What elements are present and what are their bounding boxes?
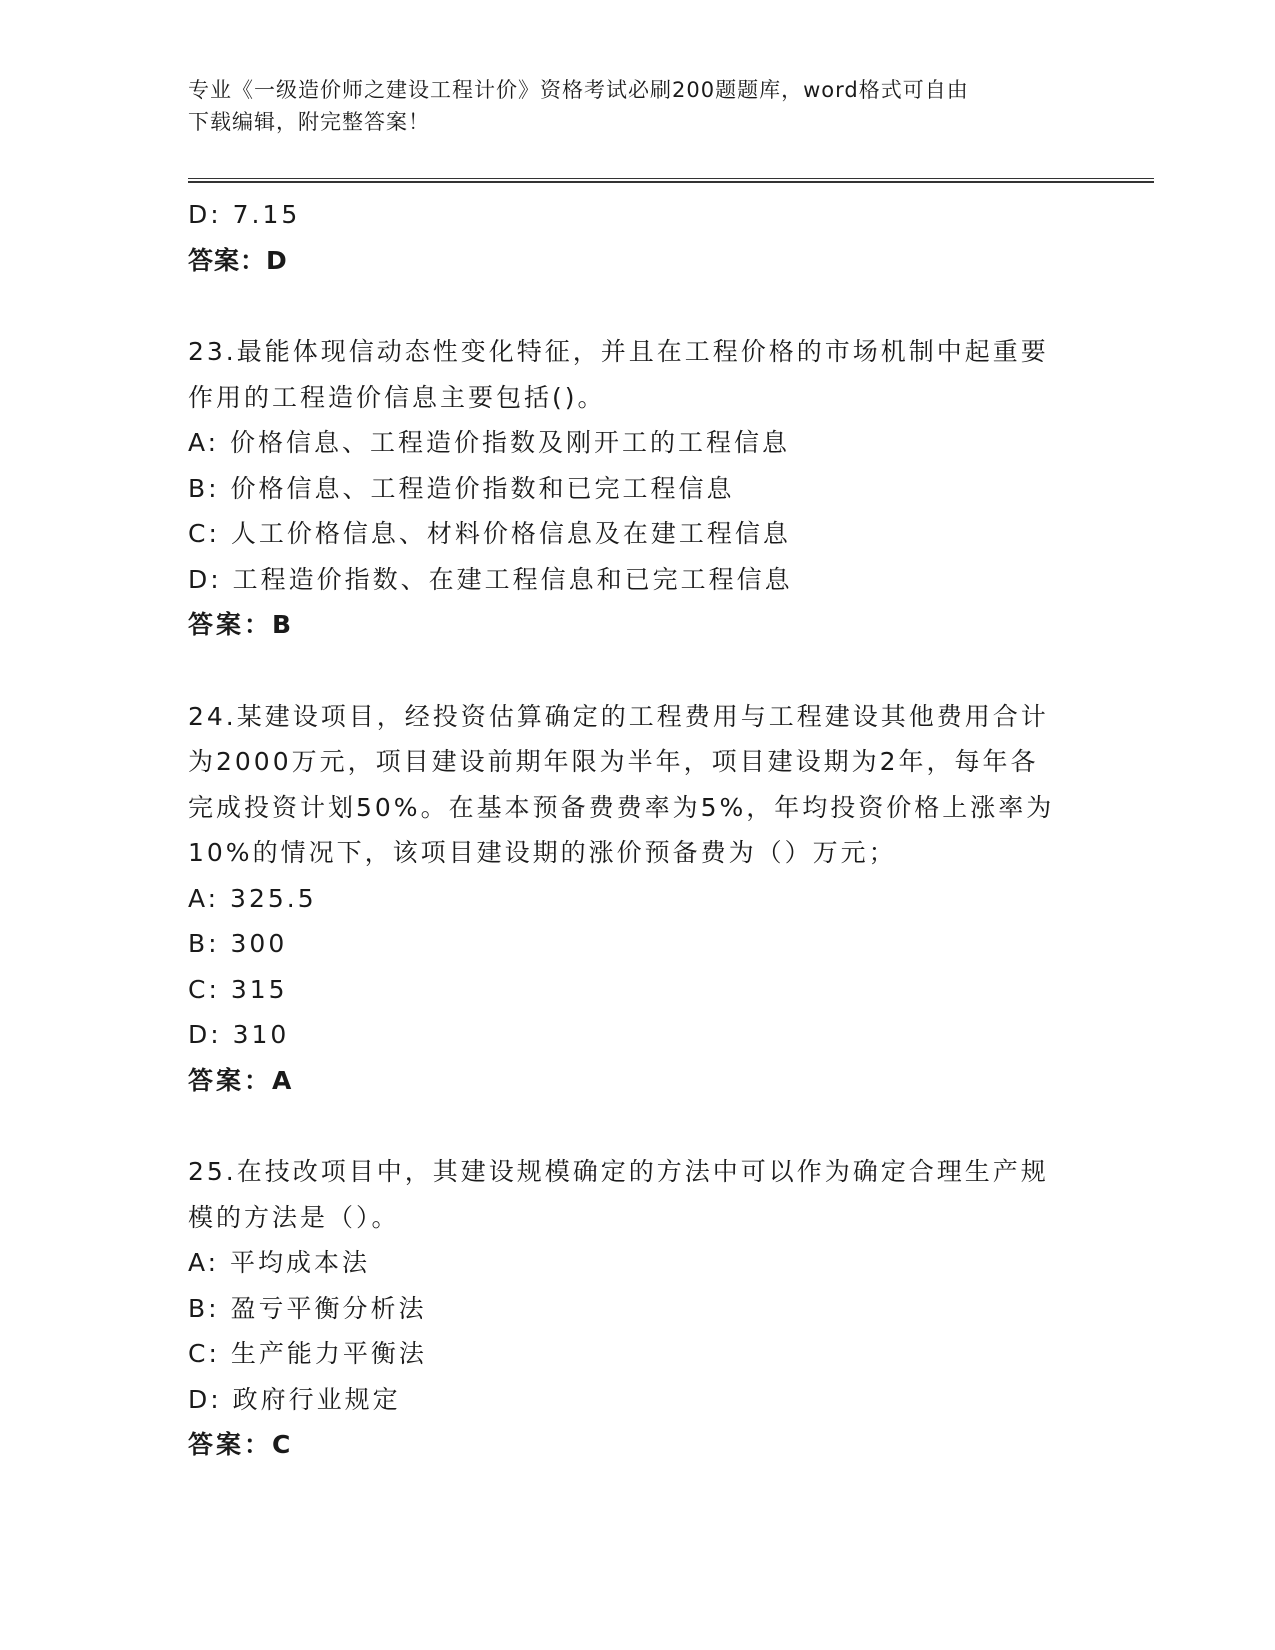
option-c: C: 315 (188, 974, 288, 1004)
question-25 (188, 1149, 1088, 1468)
option-b: B: 盈亏平衡分析法 (188, 1293, 427, 1323)
option-d: D: 7.15 (188, 200, 301, 229)
question-text: 模的方法是（）。 (188, 1202, 400, 1232)
question-text: 作用的工程造价信息主要包括()。 (188, 382, 606, 412)
answer-line: 答案：D (188, 245, 288, 275)
question-23 (188, 329, 1088, 648)
question-24 (188, 694, 1088, 1104)
spacer (188, 1103, 1088, 1149)
answer-line: 答案：B (188, 610, 295, 639)
question-text: 24.某建设项目，经投资估算确定的工程费用与工程建设其他费用合计 (188, 701, 1049, 731)
option-d: D: 310 (188, 1020, 290, 1049)
question-text: 10%的情况下，该项目建设期的涨价预备费为（）万元； (188, 838, 897, 867)
header-title-line-2: 下载编辑，附完整答案！ (188, 110, 430, 134)
question-text: 为2000万元，项目建设前期年限为半年，项目建设期为2年，每年各 (188, 747, 1039, 776)
header-title-line-1: 专业《一级造价师之建设工程计价》资格考试必刷200题题库，word格式可自由 (188, 78, 969, 102)
option-c: C: 人工价格信息、材料价格信息及在建工程信息 (188, 519, 791, 548)
header-divider (188, 178, 1154, 183)
option-d: D: 政府行业规定 (188, 1384, 401, 1414)
spacer (188, 648, 1088, 694)
answer-line: 答案：A (188, 1065, 295, 1095)
spacer (188, 283, 1088, 329)
option-a: A: 平均成本法 (188, 1248, 371, 1277)
question-text: 23.最能体现信动态性变化特征，并且在工程价格的市场机制中起重要 (188, 337, 1049, 366)
answer-line: 答案：C (188, 1430, 294, 1459)
previous-question (188, 192, 1088, 283)
option-c: C: 生产能力平衡法 (188, 1339, 427, 1368)
option-a: A: 325.5 (188, 883, 317, 913)
option-b: B: 300 (188, 929, 288, 958)
page-header (188, 74, 1068, 138)
question-content (188, 192, 1088, 1468)
option-b: B: 价格信息、工程造价指数和已完工程信息 (188, 473, 735, 503)
option-d: D: 工程造价指数、在建工程信息和已完工程信息 (188, 564, 793, 594)
question-text: 完成投资计划50%。在基本预备费费率为5%，年均投资价格上涨率为 (188, 792, 1055, 822)
question-text: 25.在技改项目中，其建设规模确定的方法中可以作为确定合理生产规 (188, 1157, 1049, 1186)
option-a: A: 价格信息、工程造价指数及刚开工的工程信息 (188, 428, 791, 457)
